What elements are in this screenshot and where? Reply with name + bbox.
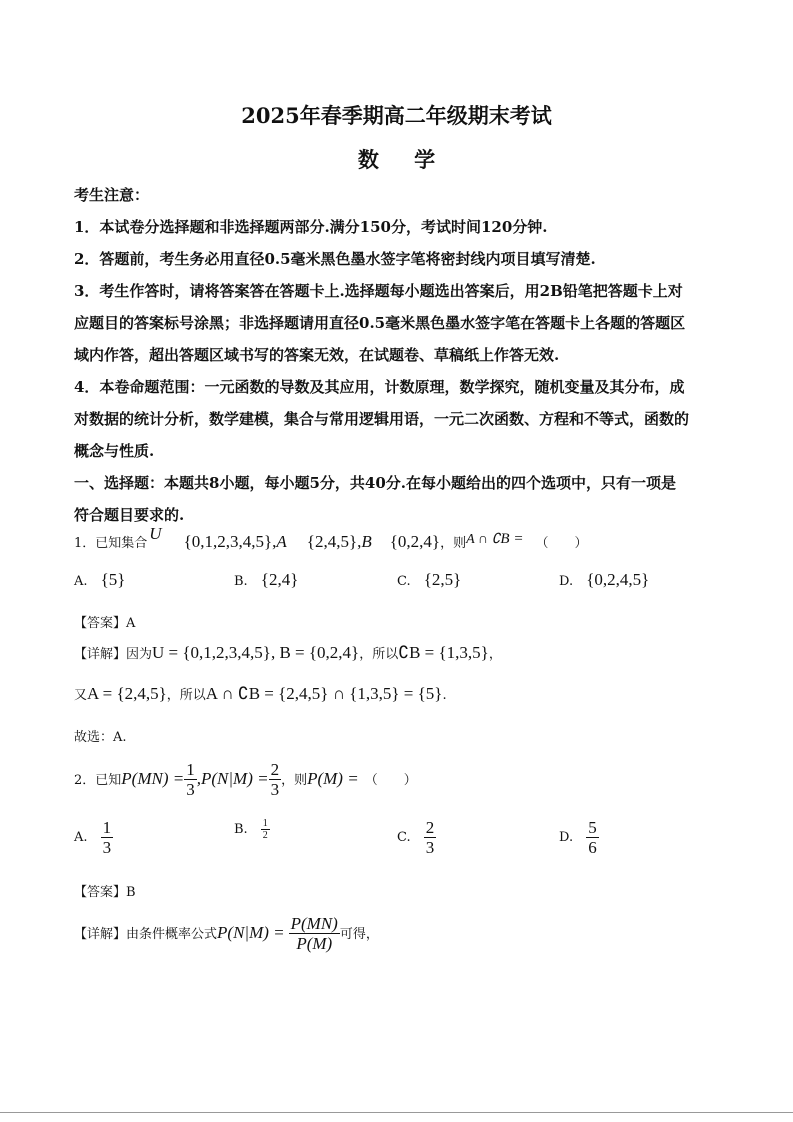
detail-text: . — [442, 688, 447, 703]
detail-text: 可得， — [339, 927, 379, 942]
option-label: B. — [234, 822, 248, 837]
fraction-denominator: 3 — [270, 780, 280, 799]
question-1-ask-b: B = — [500, 531, 524, 547]
set-b-value: {0,2,4} — [389, 532, 441, 551]
answer-label: 【答案】 — [74, 885, 127, 900]
notice-item-3-line-3: 域内作答，超出答题区域书写的答案无效，在试题卷、草稿纸上作答无效. — [74, 346, 560, 364]
option-value: {2,4} — [260, 570, 299, 589]
question-1-detail-line-1 — [74, 643, 502, 663]
detail-label: 【详解】 — [74, 927, 127, 942]
question-1-paren: （ ） — [535, 536, 588, 551]
complement-symbol: ∁ — [398, 643, 410, 662]
detail-text: ， — [488, 647, 502, 662]
question-1-ask-expr: A ∩ ∁ — [466, 532, 501, 547]
question-1-option-b — [234, 570, 298, 590]
fraction-numerator: 1 — [102, 818, 112, 837]
question-2-prefix: 2．已知 — [74, 773, 122, 788]
fraction-numerator: P(MN) — [290, 914, 338, 933]
option-fraction — [101, 818, 114, 857]
fraction-numerator: 5 — [588, 818, 597, 837]
answer-value: B — [126, 885, 136, 900]
question-1-option-c — [397, 570, 461, 590]
fraction-denominator: P(M) — [296, 934, 333, 953]
set-u-symbol: U — [149, 524, 162, 543]
option-label: C. — [397, 830, 411, 845]
notice-item-1: 1．本试卷分选择题和非选择题两部分.满分150分，考试时间120分钟. — [74, 218, 548, 236]
option-value: {5} — [100, 570, 126, 589]
exam-title: 2025年春季期高二年级期末考试 — [241, 103, 552, 128]
detail-math: B = {2,4,5} ∩ {1,3,5} = {5} — [248, 684, 443, 703]
detail-math: P(N|M) = — [217, 923, 285, 942]
option-label: D. — [559, 830, 574, 845]
question-2-stem — [74, 760, 417, 799]
option-label: A. — [74, 574, 88, 589]
question-1-option-d — [559, 570, 649, 590]
option-label: C. — [397, 574, 411, 589]
question-1-stem — [74, 524, 588, 552]
question-1-choice: 故选：A. — [74, 730, 127, 745]
option-fraction — [424, 818, 437, 857]
notice-item-2: 2．答题前，考生务必用直径0.5毫米黑色墨水签字笔将密封线内项目填写清楚. — [74, 250, 596, 268]
detail-text: ，所以 — [359, 647, 399, 662]
fraction-denominator: 3 — [186, 780, 195, 799]
detail-math: A = {2,4,5} — [87, 684, 167, 703]
p-mn-expr: P(MN) = — [121, 769, 185, 788]
question-2-option-d — [559, 818, 599, 857]
option-label: A. — [74, 830, 88, 845]
question-2-option-c — [397, 818, 436, 857]
detail-text: 由条件概率公式 — [126, 927, 218, 942]
question-2-option-a — [74, 818, 113, 857]
subject-title: 数 学 — [357, 147, 450, 172]
set-u-value: {0,1,2,3,4,5}, — [183, 532, 277, 551]
p-n-given-m-expr: ,P(N|M) = — [196, 769, 269, 788]
question-1-prefix: 1．已知集合 — [74, 536, 148, 551]
notice-item-3-line-1: 3．考生作答时，请将答案答在答题卡上.选择题每小题选出答案后，用2B铅笔把答题卡上对 — [74, 282, 683, 300]
option-fraction — [261, 818, 270, 841]
detail-text: 因为 — [126, 647, 153, 662]
question-1-detail-line-2 — [74, 684, 447, 704]
notice-item-3-line-2: 应题目的答案标号涂黑；非选择题请用直径0.5毫米黑色墨水签字笔在答题卡上各题的答题区 — [74, 314, 686, 332]
question-2-paren: （ ） — [364, 773, 417, 788]
fraction-denominator: 3 — [425, 838, 435, 857]
section-1-line-2: 符合题目要求的. — [74, 506, 185, 524]
option-label: B. — [234, 574, 248, 589]
option-value: {0,2,4,5} — [586, 570, 650, 589]
option-fraction — [586, 818, 599, 857]
question-2-detail — [74, 914, 379, 953]
fraction-denominator: 2 — [262, 830, 268, 841]
question-2-ask: ，则 — [281, 773, 308, 788]
question-1-option-a — [74, 570, 125, 590]
answer-value: A — [126, 616, 136, 631]
fraction-numerator: 1 — [262, 818, 268, 829]
set-a-value: {2,4,5}, — [306, 532, 362, 551]
fraction-two-thirds — [269, 760, 282, 799]
fraction-numerator: 2 — [270, 760, 280, 779]
set-b-symbol: B — [361, 532, 372, 551]
question-1-ask-text: ，则 — [440, 536, 467, 551]
fraction-one-third — [184, 760, 197, 799]
answer-label: 【答案】 — [74, 616, 127, 631]
notice-item-4-line-1: 4．本卷命题范围：一元函数的导数及其应用，计数原理，数学探究，随机变量及其分布，成 — [74, 378, 685, 396]
set-a-symbol: A — [276, 532, 287, 551]
p-m-expr: P(M) = — [307, 769, 359, 788]
notice-heading: 考生注意： — [74, 186, 150, 204]
notice-item-4-line-2: 对数据的统计分析，数学建模，集合与常用逻辑用语，一元二次函数、方程和不等式，函数的 — [74, 410, 690, 428]
fraction-numerator: 2 — [425, 818, 435, 837]
fraction-numerator: 1 — [186, 760, 195, 779]
detail-text: 又 — [74, 688, 88, 703]
section-1-line-1: 一、选择题：本题共8小题，每小题5分，共40分.在每小题给出的四个选项中，只有一项是 — [74, 474, 676, 492]
option-value: {2,5} — [423, 570, 462, 589]
detail-math: B = {1,3,5} — [409, 643, 489, 662]
detail-math: A ∩ ∁ — [205, 684, 249, 703]
question-1-answer — [74, 612, 135, 631]
option-label: D. — [559, 574, 574, 589]
fraction-denominator: 3 — [102, 838, 112, 857]
question-2-option-b — [234, 818, 270, 841]
question-2-answer — [74, 881, 136, 900]
fraction-denominator: 6 — [588, 838, 597, 857]
conditional-probability-fraction — [289, 914, 340, 953]
detail-text: ，所以 — [166, 688, 206, 703]
detail-label: 【详解】 — [74, 647, 127, 662]
detail-math: U = {0,1,2,3,4,5}, B = {0,2,4} — [152, 643, 360, 662]
page-bottom-divider — [0, 1112, 793, 1113]
notice-item-4-line-3: 概念与性质. — [74, 442, 155, 460]
